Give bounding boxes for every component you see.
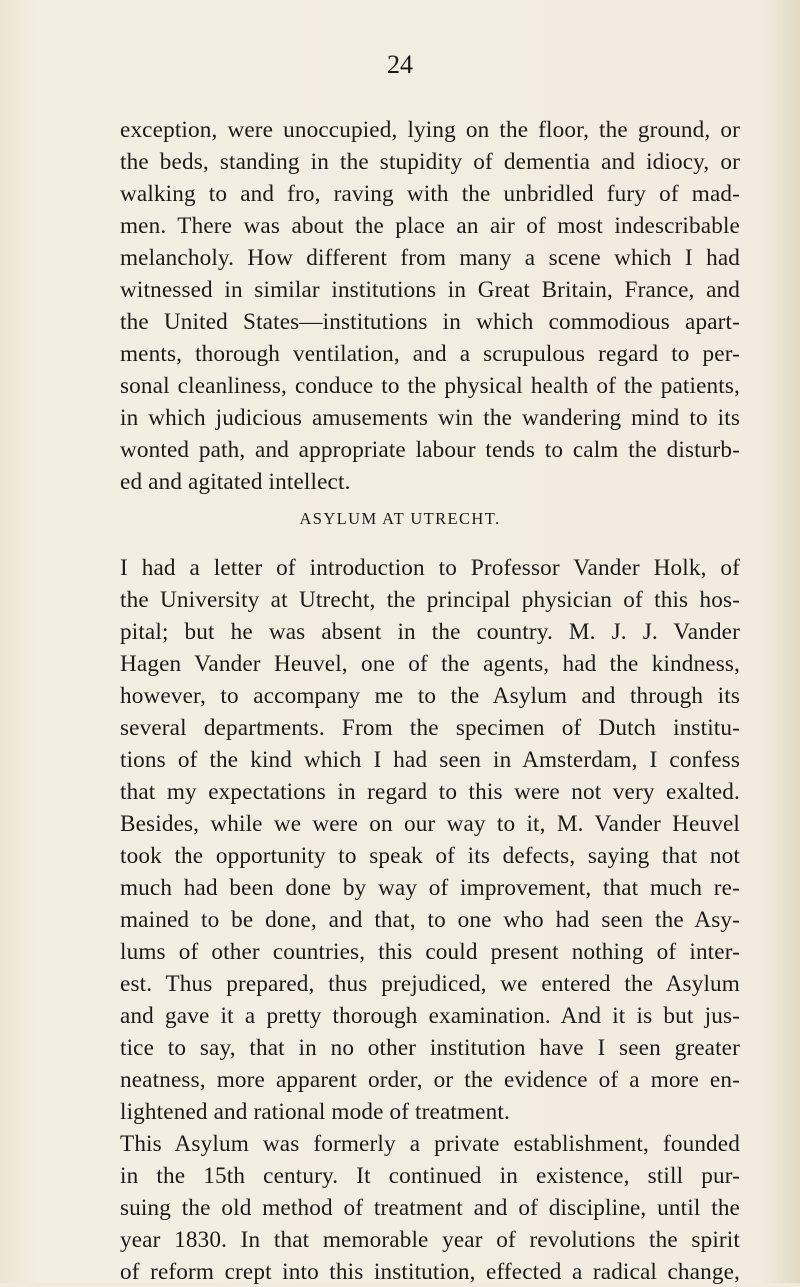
text-line: that my expectations in regard to this were not very exalted. <box>120 779 740 805</box>
text-line: exception, were unoccupied, lying on the floor, the ground, or <box>120 117 740 143</box>
text-line: lums of other countries, this could present nothing of inter- <box>120 939 740 965</box>
text-line: walking to and fro, raving with the unbridled fury of mad- <box>120 181 740 207</box>
text-line: year 1830. In that memorable year of revolutions the spirit <box>120 1227 740 1253</box>
text-line: neatness, more apparent order, or the evidence of a more en- <box>120 1067 740 1093</box>
text-line: sonal cleanliness, conduce to the physical health of the patients, <box>120 373 740 399</box>
text-line: This Asylum was formerly a private establishment, founded <box>120 1131 740 1157</box>
text-line: witnessed in similar institutions in Great Britain, France, and <box>120 277 740 303</box>
text-line: and gave it a pretty thorough examination. And it is but jus- <box>120 1003 740 1029</box>
text-line: in which judicious amusements win the wandering mind to its <box>120 405 740 431</box>
text-line: in the 15th century. It continued in existence, still pur- <box>120 1163 740 1189</box>
text-line: several departments. From the specimen of Dutch institu- <box>120 715 740 741</box>
text-line: pital; but he was absent in the country. M. J. J. Vander <box>120 619 740 645</box>
text-line: the beds, standing in the stupidity of dementia and idiocy, or <box>120 149 740 175</box>
text-line: tions of the kind which I had seen in Amsterdam, I confess <box>120 747 740 773</box>
text-line: the University at Utrecht, the principal physician of this hos- <box>120 587 740 613</box>
text-line: however, to accompany me to the Asylum and through its <box>120 683 740 709</box>
text-line: men. There was about the place an air of most indescribable <box>120 213 740 239</box>
text-line: melancholy. How different from many a scene which I had <box>120 245 740 271</box>
page-number: 24 <box>387 50 413 79</box>
text-line: ments, thorough ventilation, and a scrupulous regard to per- <box>120 341 740 367</box>
text-line: Hagen Vander Heuvel, one of the agents, had the kindness, <box>120 651 740 677</box>
text-line: lightened and rational mode of treatment. <box>120 1099 510 1125</box>
text-line: mained to be done, and that, to one who had seen the Asy- <box>120 907 740 933</box>
text-line: the United States—institutions in which commodious apart- <box>120 309 740 335</box>
text-line: much had been done by way of improvement, that much re- <box>120 875 740 901</box>
text-line: ed and agitated intellect. <box>120 469 351 495</box>
text-line: tice to say, that in no other institution have I seen greater <box>120 1035 740 1061</box>
section-heading: ASYLUM AT UTRECHT. <box>299 509 501 528</box>
text-line: suing the old method of treatment and of discipline, until the <box>120 1195 740 1221</box>
text-line: Besides, while we were on our way to it, M. Vander Heuvel <box>120 811 740 837</box>
text-line: wonted path, and appropriate labour tends to calm the disturb- <box>120 437 740 463</box>
text-line: of reform crept into this institution, effected a radical change, <box>120 1259 740 1285</box>
text-line: I had a letter of introduction to Professor Vander Holk, of <box>120 555 740 581</box>
text-line: took the opportunity to speak of its defects, saying that not <box>120 843 740 869</box>
text-line: est. Thus prepared, thus prejudiced, we entered the Asylum <box>120 971 740 997</box>
